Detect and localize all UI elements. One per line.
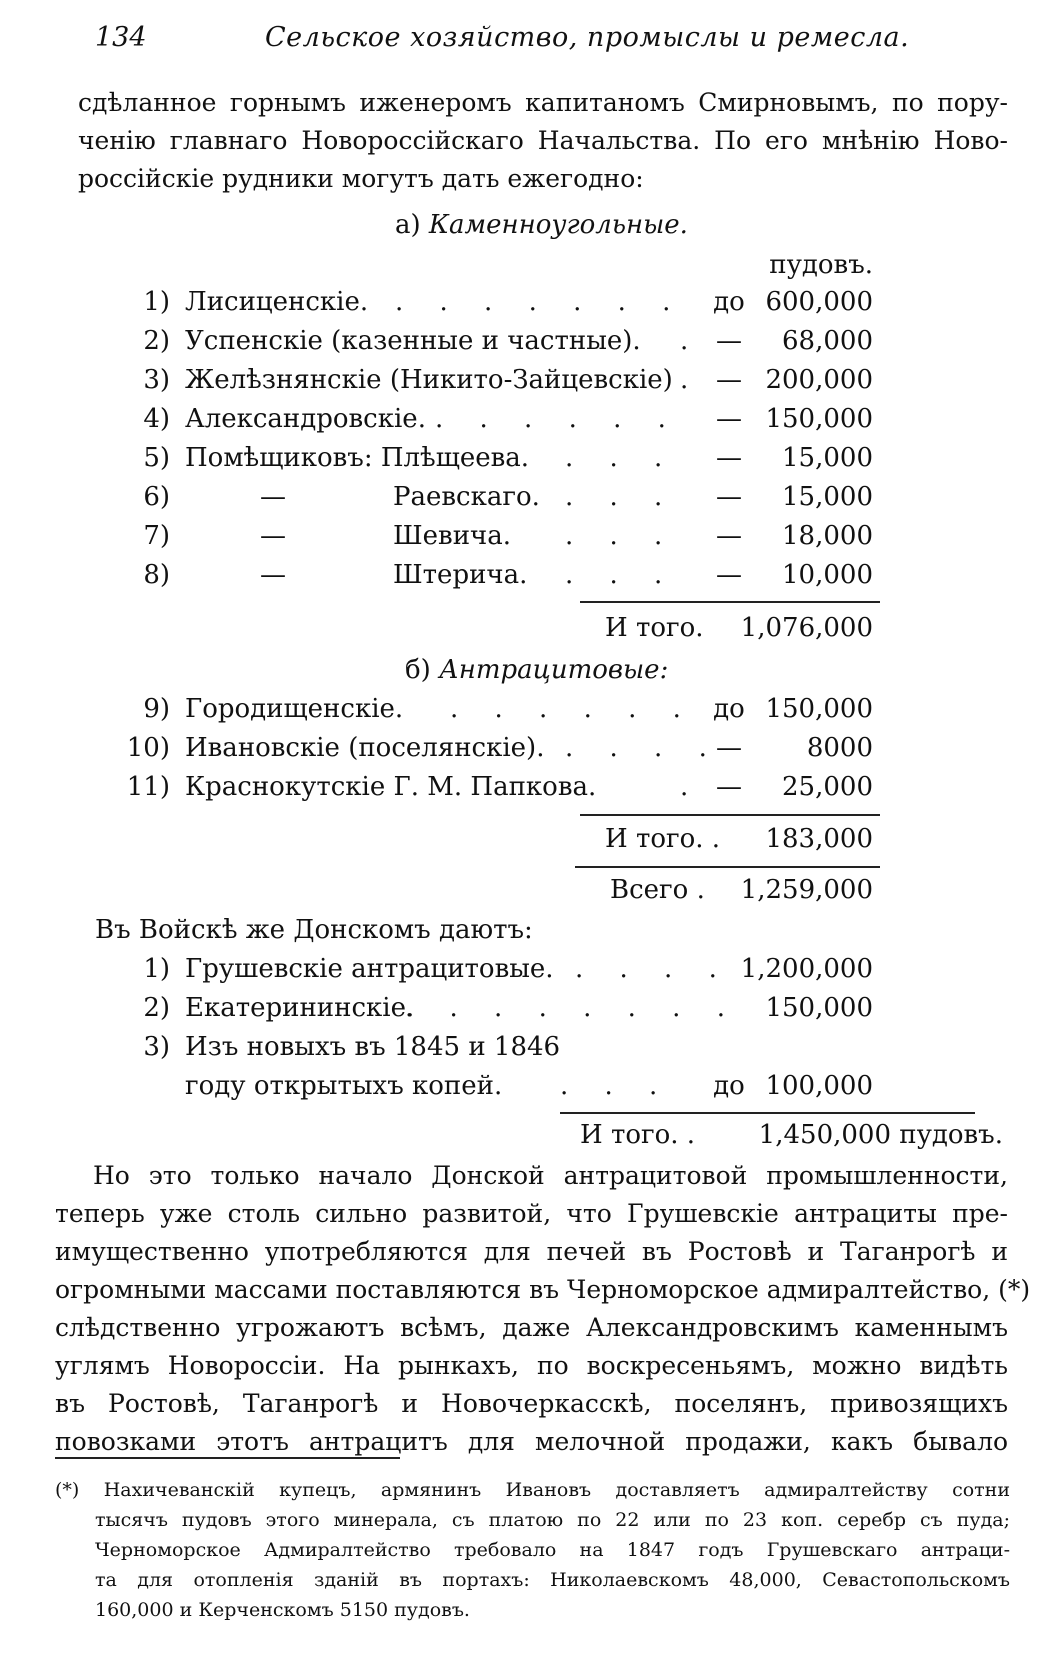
row-mark: — [716, 482, 742, 512]
row-number: 5) [143, 443, 170, 473]
row-mark: до [713, 694, 745, 724]
section-b-title: Антрацитовые: [439, 655, 669, 685]
row-value: 150,000 [765, 404, 873, 434]
table-row [0, 772, 1061, 810]
row-number: 2) [143, 993, 170, 1023]
total-value: 1,450,000 пудовъ. [758, 1120, 1003, 1150]
ditto-mark: — [260, 560, 286, 590]
row-name: Александровскіе. [185, 404, 426, 434]
row-value: 1,200,000 [740, 954, 873, 984]
table-row [0, 326, 1061, 364]
text-line: повозками этотъ антрацитъ для мелочной продажи, какъ бывало [55, 1427, 1008, 1456]
total-value: 1,076,000 [740, 613, 873, 643]
table-row [0, 287, 1061, 325]
row-name: Лисиценскіе. [185, 287, 369, 317]
table-row [0, 482, 1061, 520]
text-line: сдѣланное горнымъ иженеромъ капитаномъ Смирновымъ, по пору- [78, 88, 1008, 117]
footnote-line: (*) Нахичеванскій купецъ, армянинъ Ивановъ доставляетъ адмиралтейству сотни [55, 1479, 1010, 1501]
row-value: 10,000 [782, 560, 873, 590]
row-mark: — [716, 326, 742, 356]
row-name: Городищенскіе. [185, 694, 404, 724]
text-line: въ Ростовѣ, Таганрогѣ и Новочеркасскѣ, поселянъ, привозящихъ [55, 1389, 1008, 1418]
section-a-title: Каменноугольные. [428, 210, 688, 240]
text-line: слѣдственно угрожаютъ всѣмъ, даже Александровскимъ каменнымъ [55, 1313, 1008, 1342]
section-b-heading [405, 655, 668, 685]
running-title: Сельское хозяйство, промыслы и ремесла. [265, 22, 910, 53]
row-number: 7) [143, 521, 170, 551]
row-name: Штерича. [393, 560, 528, 590]
table-row [0, 733, 1061, 771]
row-number: 11) [126, 772, 170, 802]
total-value: 183,000 [765, 824, 873, 854]
row-value: 15,000 [782, 443, 873, 473]
row-name: году открытыхъ копей. [185, 1071, 503, 1101]
row-number: 10) [126, 733, 170, 763]
row-number: 3) [143, 1032, 170, 1062]
grand-total-value: 1,259,000 [740, 875, 873, 905]
row-value: 15,000 [782, 482, 873, 512]
text-line: Но это только начало Донской антрацитовой промышленности, [93, 1161, 1008, 1190]
grand-total-label: Всего . [610, 875, 705, 905]
row-name: Раевскаго. [393, 482, 540, 512]
row-name: Ивановскіе (поселянскіе). [185, 733, 545, 763]
leader-dots: . . . [565, 443, 677, 473]
don-heading: Въ Войскѣ же Донскомъ даютъ: [95, 915, 533, 945]
row-value: 200,000 [765, 365, 873, 395]
row-mark: — [716, 560, 742, 590]
row-number: 9) [143, 694, 170, 724]
footnote-line: тысячъ пудовъ этого минерала, съ платою по 22 или по 23 коп. серебр съ пуда; [95, 1509, 1010, 1531]
row-name: Успенскіе (казенные и частные). [185, 326, 641, 356]
row-number: 4) [143, 404, 170, 434]
row-mark: — [716, 772, 742, 802]
row-value: 68,000 [782, 326, 873, 356]
total-label: И того. . [605, 824, 721, 854]
footnote-line: та для отопленія зданій въ портахъ: Николаевскомъ 48,000, Севастопольскомъ [95, 1569, 1010, 1591]
section-a-label: а) [395, 210, 421, 240]
sum-rule [580, 814, 880, 816]
text-line: углямъ Новороссіи. На рынкахъ, по воскресеньямъ, можно видѣть [55, 1351, 1008, 1380]
row-mark: до [713, 287, 745, 317]
page-number: 134 [95, 22, 147, 53]
leader-dots: . . . . . . [435, 404, 680, 434]
row-value: 150,000 [765, 993, 873, 1023]
row-value: 8000 [806, 733, 873, 763]
row-mark: — [716, 365, 742, 395]
total-label: И того. . [580, 1120, 696, 1150]
unit-label: пудовъ. [769, 250, 873, 280]
row-mark: — [716, 443, 742, 473]
section-b-label: б) [405, 655, 431, 685]
row-value: 18,000 [782, 521, 873, 551]
total-label: И того. [605, 613, 704, 643]
row-value: 100,000 [765, 1071, 873, 1101]
leader-dots: . . . [565, 482, 677, 512]
row-mark: — [716, 521, 742, 551]
footnote-rule [55, 1457, 400, 1459]
leader-dots: . . . [565, 521, 677, 551]
row-mark: — [716, 404, 742, 434]
sum-rule [560, 1112, 975, 1114]
body-paragraph [55, 1157, 1031, 1461]
leader-dots: . [680, 365, 703, 395]
table-row [0, 954, 1061, 992]
ditto-mark: — [260, 521, 286, 551]
footnote-line: Черноморское Адмиралтейство требовало на 1847 годъ Грушевскаго антраци- [95, 1539, 1010, 1561]
leader-dots: . . . [565, 560, 677, 590]
row-mark: до [713, 1071, 745, 1101]
table-row [0, 1071, 1061, 1109]
row-name: Желѣзнянскіе (Никито-Зайцевскіе) [185, 365, 673, 395]
table-row [0, 993, 1061, 1031]
section-a-heading [395, 210, 688, 240]
text-line: имущественно употребляются для печей въ Ростовѣ и Таганрогѣ и [55, 1237, 1008, 1266]
row-value: 150,000 [765, 694, 873, 724]
page-header [95, 22, 991, 62]
text-line: ченію главнаго Новороссійскаго Начальства. По его мнѣнію Ново- [78, 126, 1008, 155]
table-row [0, 404, 1061, 442]
row-number: 8) [143, 560, 170, 590]
table-row [0, 521, 1061, 559]
row-name: Изъ новыхъ въ 1845 и 1846 [185, 1032, 561, 1062]
row-number: 2) [143, 326, 170, 356]
text-line: огромными массами поставляются въ Черноморское адмиралтейство, (*) [55, 1275, 1031, 1304]
row-number: 1) [143, 954, 170, 984]
table-row [0, 365, 1061, 403]
row-number: 1) [143, 287, 170, 317]
table-row [0, 694, 1061, 732]
sum-rule [580, 601, 880, 603]
row-number: 3) [143, 365, 170, 395]
row-mark: — [716, 733, 742, 763]
row-name: Шевича. [393, 521, 511, 551]
leader-dots: . . . . [575, 954, 731, 984]
intro-paragraph [78, 84, 1008, 198]
footnote-line: 160,000 и Керченскомъ 5150 пудовъ. [95, 1599, 470, 1621]
ditto-mark: — [260, 482, 286, 512]
row-name: Грушевскіе антрацитовые. [185, 954, 554, 984]
table-row [0, 560, 1061, 598]
row-value: 25,000 [782, 772, 873, 802]
row-name: Екатерининскіе. [185, 993, 415, 1023]
row-name: Помѣщиковъ: Плѣщеева. [185, 443, 530, 473]
text-line: теперь уже столь сильно развитой, что Грушевскіе антрациты пре- [55, 1199, 1008, 1228]
row-number: 6) [143, 482, 170, 512]
leader-dots: . . . . . . . . [405, 993, 739, 1023]
table-row [0, 443, 1061, 481]
footnote [55, 1475, 1010, 1625]
table-row [0, 1032, 1061, 1070]
leader-dots: . . . . . . . [395, 287, 685, 317]
leader-dots: . [680, 326, 703, 356]
leader-dots: . . . . [565, 733, 721, 763]
row-name: Краснокутскіе Г. М. Папкова. [185, 772, 597, 802]
sum-rule [575, 866, 880, 868]
text-line: россійскіе рудники могутъ дать ежегодно: [78, 164, 644, 193]
row-value: 600,000 [765, 287, 873, 317]
leader-dots: . . . . . . [450, 694, 695, 724]
leader-dots: . [680, 772, 703, 802]
leader-dots: . . . [560, 1071, 672, 1101]
